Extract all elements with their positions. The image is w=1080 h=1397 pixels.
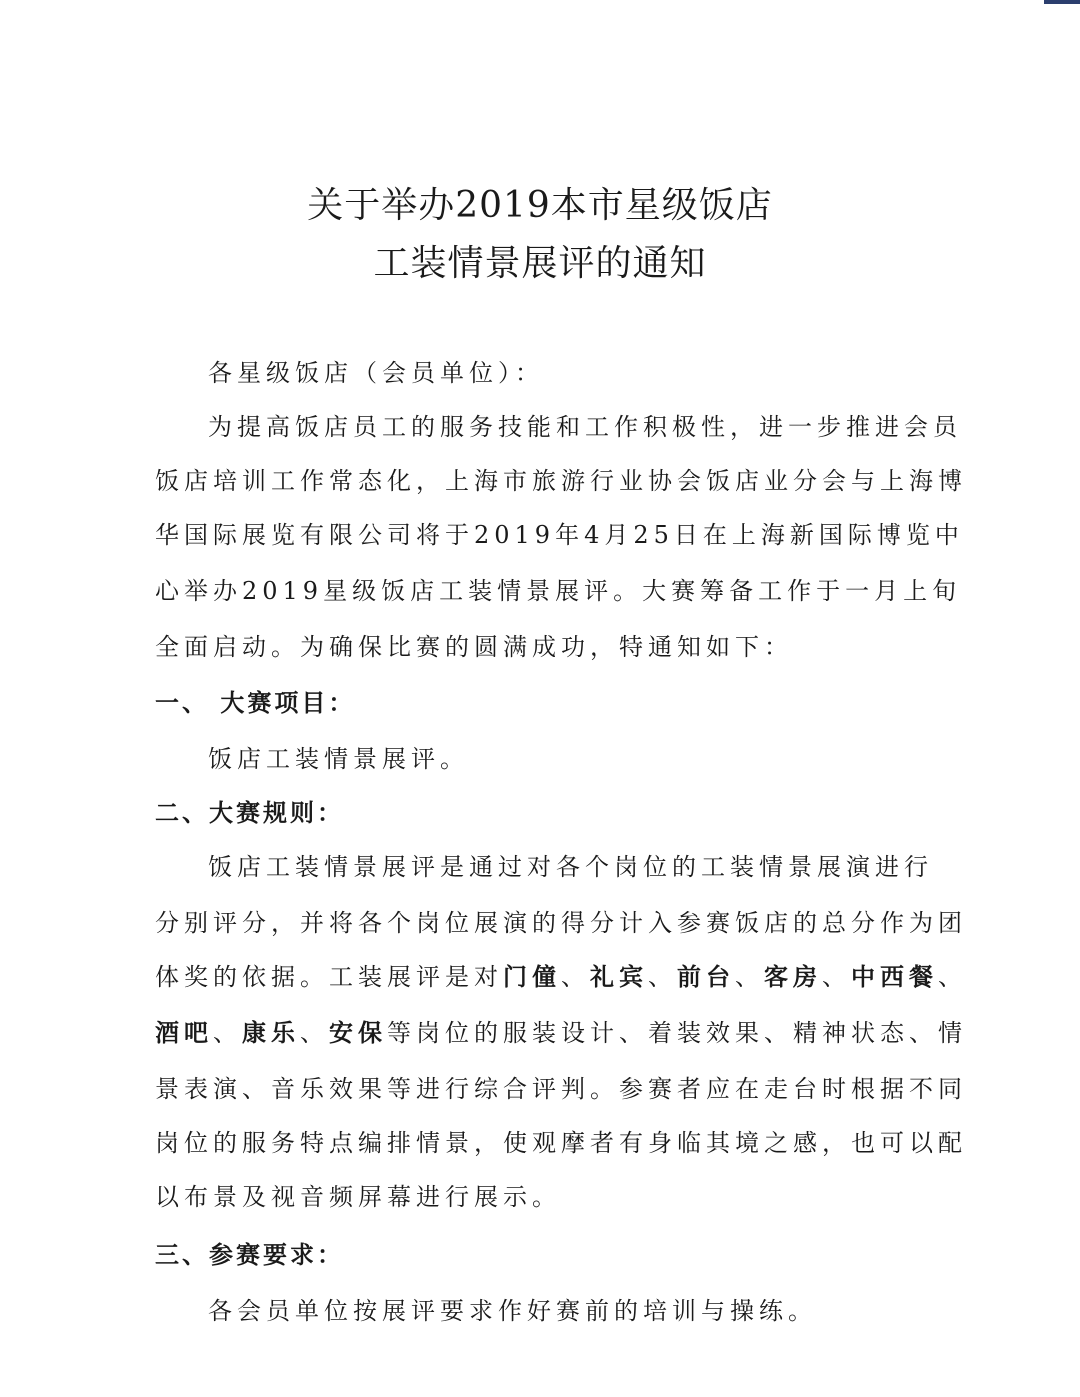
separator: 、 bbox=[735, 963, 764, 991]
section-3-body: 各会员单位按展评要求作好赛前的培训与操练。 bbox=[208, 1297, 817, 1325]
intro-line-3: 华国际展览有限公司将于2019年4月25日在上海新国际博览中 bbox=[155, 521, 964, 549]
section-2-heading: 二、大赛规则： bbox=[155, 798, 344, 827]
intro-line-4: 心举办2019星级饭店工装情景展评。大赛筹备工作于一月上旬 bbox=[155, 577, 962, 605]
section-2-line-2: 分别评分，并将各个岗位展演的得分计入参赛饭店的总分作为团 bbox=[155, 909, 967, 937]
bold-position-term: 安保 bbox=[329, 1018, 387, 1047]
section-2-line-6: 岗位的服务特点编排情景，使观摩者有身临其境之感，也可以配 bbox=[155, 1129, 967, 1157]
bold-position-term: 中西餐 bbox=[851, 962, 938, 991]
corner-mark bbox=[1044, 0, 1080, 4]
bold-position-term: 康乐 bbox=[242, 1018, 300, 1047]
separator: 、 bbox=[648, 963, 677, 991]
separator: 、 bbox=[213, 1019, 242, 1047]
separator: 、 bbox=[300, 1019, 329, 1047]
document-title-line-2: 工装情景展评的通知 bbox=[373, 243, 707, 284]
salutation: 各星级饭店（会员单位）： bbox=[208, 359, 544, 387]
bold-position-term: 礼宾 bbox=[590, 962, 648, 991]
separator: 、 bbox=[561, 963, 590, 991]
section-1-heading: 一、 大赛项目： bbox=[155, 688, 356, 717]
bold-position-term: 酒吧 bbox=[155, 1018, 213, 1047]
section-2-line-3 bbox=[155, 962, 967, 992]
intro-line-5: 全面启动。为确保比赛的圆满成功，特通知如下： bbox=[155, 633, 793, 661]
section-2-line-1: 饭店工装情景展评是通过对各个岗位的工装情景展演进行 bbox=[208, 853, 933, 881]
bold-position-term: 客房 bbox=[764, 962, 822, 991]
section-2-line-5: 景表演、音乐效果等进行综合评判。参赛者应在走台时根据不同 bbox=[155, 1075, 967, 1103]
intro-line-1: 为提高饭店员工的服务技能和工作积极性，进一步推进会员 bbox=[208, 413, 962, 441]
separator: 、 bbox=[822, 963, 851, 991]
section-2-line-7: 以布景及视音频屏幕进行展示。 bbox=[155, 1183, 561, 1211]
section-1-body: 饭店工装情景展评。 bbox=[208, 745, 469, 773]
bold-position-term: 前台 bbox=[677, 962, 735, 991]
section-3-heading: 三、参赛要求： bbox=[155, 1240, 344, 1269]
section-2-line-4 bbox=[155, 1018, 967, 1048]
separator: 、 bbox=[938, 963, 967, 991]
intro-line-2: 饭店培训工作常态化，上海市旅游行业协会饭店业分会与上海博 bbox=[155, 467, 967, 495]
document-title-line-1: 关于举办2019本市星级饭店 bbox=[307, 185, 773, 226]
text-run: 等岗位的服装设计、着装效果、精神状态、情 bbox=[387, 1019, 967, 1047]
bold-position-term: 门僮 bbox=[503, 962, 561, 991]
text-run: 体奖的依据。工装展评是对 bbox=[155, 963, 503, 991]
